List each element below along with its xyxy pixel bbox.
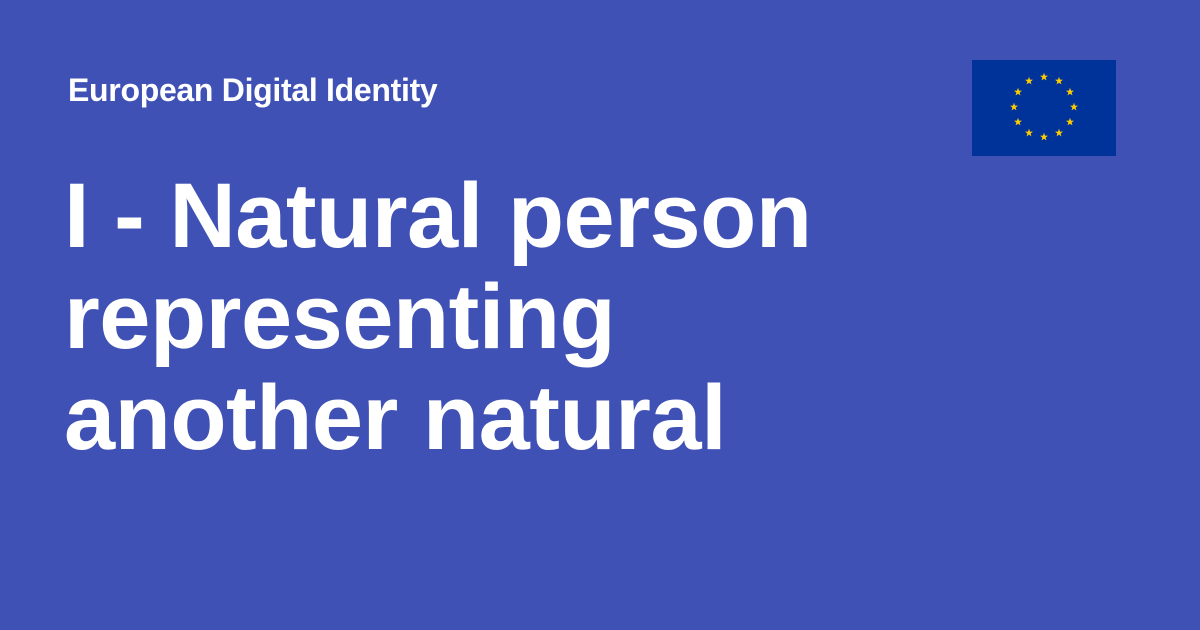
page-title-line: representing <box>64 266 616 368</box>
page-title-line: I - Natural person <box>64 165 812 267</box>
eu-flag-logo <box>972 60 1116 156</box>
page-title-line: another natural <box>64 367 727 469</box>
page-title <box>64 166 924 469</box>
site-name: European Digital Identity <box>68 72 438 108</box>
eu-flag-icon <box>972 60 1116 156</box>
